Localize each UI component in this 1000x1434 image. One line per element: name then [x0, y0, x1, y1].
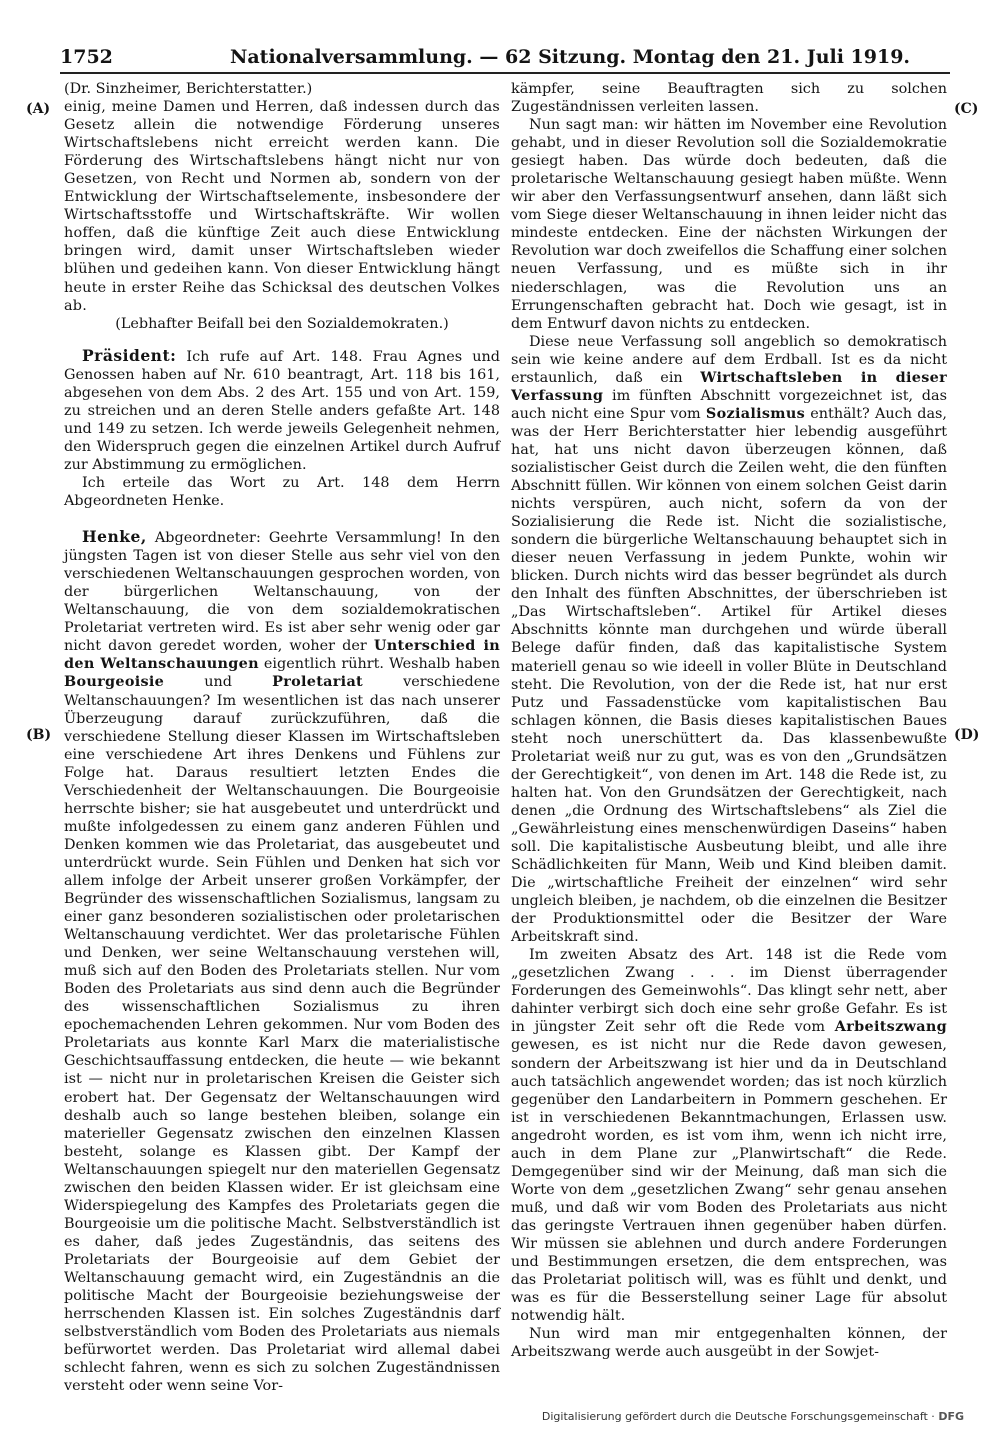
speaker-name: Henke,	[82, 527, 147, 547]
paragraph-henke: Henke, Abgeordneter: Geehrte Versammlung! In den jüngsten Tagen ist von dieser Stelle aus sehr viel von den verschiedenen Weltanschauungen gesprochen worden, von der bürgerlichen Weltanschauung, von der Weltanschauung, die von dem sozialdemokratischen Proletariat vertreten wird. Es ist aber sehr wenig oder gar nicht davon geredet worden, woher der Unterschied in den Weltanschauungen eigentlich rührt. Weshalb haben Bourgeoisie und Proletariat verschiedene Weltanschauungen? Im wesentlichen ist das nach unserer Überzeugung darauf zurückzuführen, daß die verschiedene Stellung dieser Klassen im Wirtschaftsleben eine verschiedene Art ihres Denkens und Fühlens zur Folge hat. Daraus resultiert letzten Endes die Verschiedenheit der Weltanschauungen. Die Bourgeoisie herrschte bisher; sie hat ausgebeutet und unterdrückt und mußte infolgedessen zu einem ganz anderen Fühlen und Denken kommen wie das Proletariat, das ausgebeutet und unterdrückt wurde. Sein Fühlen und Denken hat sich vor allem infolge der Arbeit unserer großen Vorkämpfer, der Begründer des wissenschaftlichen Sozialismus, langsam zu einer ganz besonderen sozialistischen oder proletarischen Weltanschauung verdichtet. Wer das proletarische Fühlen und Denken, wer seine Weltanschauung verstehen will, muß sich auf den Boden des Proletariats stellen. Nur vom Boden des Proletariats aus sind denn auch die Begründer des wissenschaftlichen Sozialismus zu ihren epochemachenden Lehren gekommen. Nur vom Boden des Proletariats aus konnte Karl Marx die materialistische Geschichtsauffassung entdecken, die heute — wie bekannt ist — nicht nur in proletarischen Kreisen die Geister sich erobert hat. Der Gegensatz der Weltanschauungen wird deshalb auch so lange bestehen bleiben, solange ein materieller Gegensatz zwischen den einzelnen Klassen besteht, solange es Klassen gibt. Der Kampf der Weltanschauungen spiegelt nur den materiellen Gegensatz zwischen den beiden Klassen wider. Er ist gleichsam eine Widerspiegelung des Kampfes des Proletariats gegen die Bourgeoisie um die politische Macht. Selbstverständlich ist es daher, daß jedes Zugeständnis, das seitens des Proletariats der Bourgeoisie auf dem Gebiet der Weltanschauung gemacht wird, ein Zugeständnis an die politische Macht der Bourgeoisie beziehungsweise der herrschenden Klassen ist. Ein solches Zugeständnis darf selbstverständlich vom Boden des Proletariats aus niemals befürwortet werden. Das Proletariat wird allemal dabei schlecht fahren, wenn es sich zu solchen Zugeständnissen versteht oder wenn seine Vor-	[64, 527, 500, 1395]
left-column	[64, 80, 500, 1395]
header-rule	[60, 72, 950, 74]
margin-marker-d: (D)	[954, 727, 980, 743]
paragraph: Nun sagt man: wir hätten im November eine Revolution gehabt, und in dieser Revolution soll die Sozialdemokratie gesiegt haben. Das würde doch bedeuten, daß die proletarische Weltanschauung gesiegt haben müßte. Wenn wir aber den Verfassungsentwurf ansehen, dann läßt sich vom Siege dieser Weltanschauung in ihnen leider nicht das mindeste entdecken. Eine der nächsten Wirkungen der Revolution war doch zweifellos die Schaffung einer solchen neuen Verfassung, und es müßte sich in ihr niederschlagen, was die Revolution uns an Errungenschaften gebracht hat. Doch wie gesagt, ist in dem Entwurf davon nichts zu entdecken.	[511, 117, 947, 332]
paragraph: Ich erteile das Wort zu Art. 148 dem Herrn Abgeordneten Henke.	[64, 474, 500, 510]
paragraph: einig, meine Damen und Herren, daß indessen durch das Gesetz allein die notwendige Förderung unseres Wirtschaftslebens nicht erreicht werden kann. Die Förderung des Wirtschaftslebens hängt nicht nur von Gesetzen, von Recht und Normen ab, sondern von der Entwicklung der Wirtschaftselemente, insbesondere der Wirtschaftsstoffe und Wirtschaftskräfte. Wir wollen hoffen, daß die künftige Zeit auch diese Entwicklung bringen wird, damit unser Wirtschaftsleben wieder blühen und gedeihen kann. Von dieser Entwicklung hängt heute in erster Reihe das Schicksal des deutschen Volkes ab.	[64, 99, 500, 314]
speaker-note: (Dr. Sinzheimer, Berichterstatter.)	[64, 81, 313, 97]
footer-text: Digitalisierung gefördert durch die Deutsche Forschungsgemeinschaft ·	[541, 1410, 935, 1423]
paragraph-president: Präsident: Ich rufe auf Art. 148. Frau Agnes und Genossen haben auf Nr. 610 beantragt, Art. 118 bis 161, abgesehen von dem Abs. 2 des Art. 155 und von Art. 159, zu streichen und an deren Stelle anders gefaßte Art. 148 und 149 zu setzen. Ich werde jeweils Gelegenheit nehmen, den Widerspruch gegen die einzelnen Artikel durch Aufruf zur Abstimmung zu ermöglichen.	[64, 345, 500, 473]
speaker-name: Präsident:	[82, 345, 177, 365]
paragraph: Nun wird man mir entgegenhalten können, der Arbeitszwang werde auch ausgeübt in der Sowjet-	[511, 1326, 947, 1361]
margin-marker-b: (B)	[26, 727, 52, 743]
right-column	[511, 80, 947, 1361]
digitization-footer	[542, 1410, 964, 1423]
paragraph: Im zweiten Absatz des Art. 148 ist die Rede vom „gesetzlichen Zwang . . . im Dienst überragender Forderungen des Gemeinwohls“. Das klingt sehr nett, aber dahinter verbirgt sich doch eine sehr große Gefahr. Es ist in jüngster Zeit sehr oft die Rede vom Arbeitszwang gewesen, es ist nicht nur die Rede davon gewesen, sondern der Arbeitszwang ist hier und da in Deutschland auch tatsächlich angewendet worden; das ist noch kürzlich gegenüber den Landarbeitern in Pommern geschehen. Er ist in verschiedenen Bekanntmachungen, Erlassen usw. angedroht worden, es ist vom ihm, wenn ich nicht irre, auch in dem Plane zur „Planwirtschaft“ die Rede. Demgegenüber sind wir der Meinung, daß man sich die Worte von dem „gesetzlichen Zwang“ sehr genau ansehen muß, und daß wir vom Boden des Proletariats aus nicht das geringste Vertrauen ihnen gegenüber haben dürfen. Wir müssen sie ablehnen und durch andere Forderungen und Bestimmungen ersetzen, die dem entsprechen, was das Proletariat politisch will, was es fühlt und denkt, und was es für die Besserstellung seiner Lage für absolut notwendig hält.	[511, 947, 947, 1325]
margin-marker-c: (C)	[954, 101, 979, 117]
margin-marker-a: (A)	[26, 101, 51, 117]
paragraph: Diese neue Verfassung soll angeblich so demokratisch sein wie keine andere auf dem Erdball. Ist es da nicht erstaunlich, daß ein Wirtschaftsleben in dieser Verfassung im fünften Abschnitt vorgezeichnet ist, das auch nicht eine Spur vom Sozialismus enthält? Auch das, was der Herr Berichterstatter hier lebendig ausgeführt hat, hat uns nicht davon überzeugen können, daß sozialistischer Geist durch die Zeilen weht, die den fünften Abschnitt füllen. Wir können von einem solchen Geist darin nichts verspüren, auch nicht, sofern da von der Sozialisierung die Rede ist. Nicht die sozialistische, sondern die bürgerliche Weltanschauung behauptet sich in dieser neuen Verfassung in jedem Punkte, wohin wir blicken. Durch nichts wird das besser begründet als durch den Inhalt des fünften Abschnittes, der überschrieben ist „Das Wirtschaftsleben“. Artikel für Artikel dieses Abschnitts könnte man durchgehen und würde überall Belege dafür finden, daß das kapitalistische System materiell genau so wie ideell in voller Blüte in Deutschland steht. Die Revolution, von der die Rede ist, hat nur erst Putz und Fassadenstücke vom kapitalistischen Bau schlagen können, die Basis dieses kapitalistischen Baues steht noch unerschüttert da. Das klassenbewußte Proletariat weiß nur zu gut, was es von den „Grundsätzen der Gerechtigkeit“, von denen im Art. 148 die Rede ist, zu halten hat. Von den Grundsätzen der Gerechtigkeit, nach denen „die Ordnung des Wirtschaftslebens“ als Ziel die „Gewährleistung eines menschenwürdigen Daseins“ haben soll. Die kapitalistische Ausbeutung bleibt, und alle ihre Schädlichkeiten für Mann, Weib und Kind bleiben damit. Die „wirtschaftliche Freiheit der einzelnen“ wird sehr ungleich bleiben, je nachdem, ob die einzelnen die Besitzer der Produktionsmittel oder die Besitzer der Ware Arbeitskraft sind.	[511, 333, 947, 946]
running-title: Nationalversammlung. — 62 Sitzung. Montag den 21. Juli 1919.	[230, 46, 911, 68]
paragraph: kämpfer, seine Beauftragten sich zu solchen Zugeständnissen verleiten lassen.	[511, 81, 947, 116]
page-header	[60, 46, 950, 72]
page-number: 1752	[60, 46, 113, 68]
applause-note: (Lebhafter Beifall bei den Sozialdemokraten.)	[115, 315, 449, 332]
dfg-logo: DFG	[938, 1410, 964, 1423]
